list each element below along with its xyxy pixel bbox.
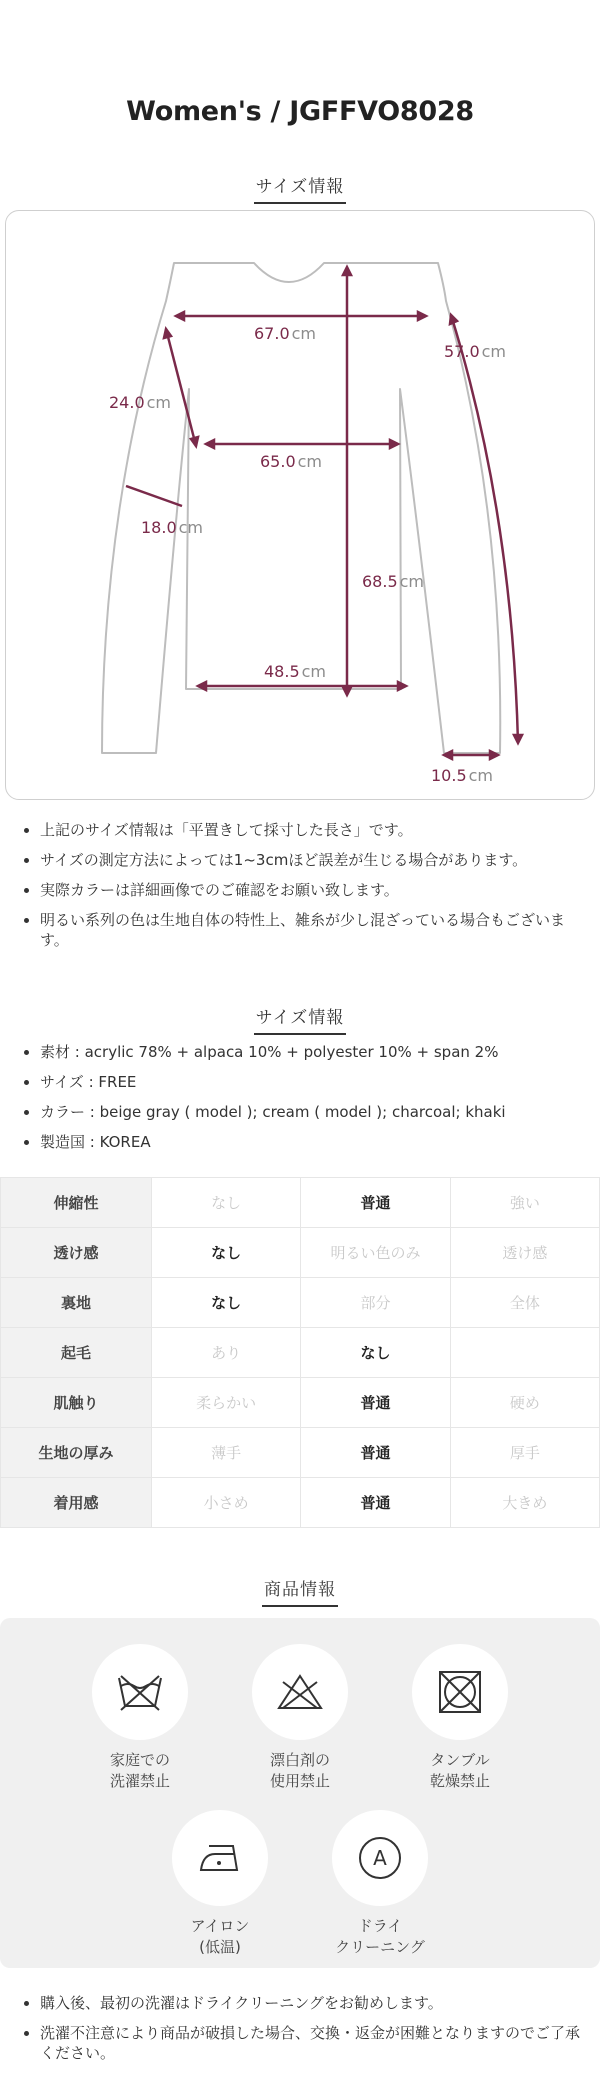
product-section-heading: [0, 1575, 600, 1607]
attribute-option-selected: なし: [301, 1328, 450, 1378]
sleeve-line: [451, 315, 518, 743]
shoulder-arrow-left: [176, 312, 184, 320]
attribute-label: 起毛: [1, 1328, 152, 1378]
attribute-option-selected: 普通: [301, 1428, 450, 1478]
care-label: タンブル 乾燥禁止: [429, 1751, 490, 1790]
attribute-option: 明るい色のみ: [301, 1228, 450, 1278]
size-notes-list: [18, 820, 580, 960]
attribute-option: 柔らかい: [152, 1378, 301, 1428]
care-instructions-panel: [0, 1618, 600, 1968]
size-section-heading: [0, 172, 600, 204]
attribute-option: 全体: [450, 1278, 599, 1328]
list-item: • 素材 : acrylic 78% + alpaca 10% + polyester 10% + span 2%: [40, 1042, 506, 1062]
attribute-option-selected: 普通: [301, 1478, 450, 1528]
attribute-label: 肌触り: [1, 1378, 152, 1428]
care-icon-circle: [172, 1810, 268, 1906]
upper-arm-label: 18.0 cm: [141, 518, 204, 537]
care-label: アイロン (低温): [190, 1917, 250, 1956]
chest-arrow-right: [390, 440, 398, 448]
armhole-arrow-top: [164, 329, 171, 338]
attribute-option: なし: [152, 1178, 301, 1228]
attribute-row: [1, 1428, 600, 1478]
material-section-title: サイズ情報: [254, 1003, 347, 1035]
care-label: ドライ クリーニング: [335, 1917, 425, 1956]
list-item: • 上記のサイズ情報は「平置きして採寸した長さ」です。: [40, 820, 580, 840]
no-bleach-icon: [275, 1672, 325, 1712]
sleeve-arrow-bottom: [514, 735, 522, 743]
garment-diagram: [6, 211, 594, 799]
list-item: • 購入後、最初の洗濯はドライクリーニングをお勧めします。: [40, 1993, 580, 2013]
length-label: 68.5 cm: [362, 572, 425, 591]
cuff-label: 10.5 cm: [431, 766, 494, 785]
attribute-option-selected: 普通: [301, 1178, 450, 1228]
attribute-row: [1, 1328, 600, 1378]
attribute-option: 硬め: [450, 1378, 599, 1428]
list-item: • 洗濯不注意により商品が破損した場合、交換・返金が困難となりますのでご了承ください。: [40, 2023, 580, 2063]
attribute-option-selected: 普通: [301, 1378, 450, 1428]
care-item-dry-clean: [315, 1810, 445, 1958]
care-notes-list: [18, 1993, 580, 2073]
attribute-option: 透け感: [450, 1228, 599, 1278]
attribute-option: 大きめ: [450, 1478, 599, 1528]
care-icon-circle: [332, 1810, 428, 1906]
attribute-option: 部分: [301, 1278, 450, 1328]
shoulder-label: 67.0 cm: [254, 324, 317, 343]
care-label: 漂白剤の 使用禁止: [269, 1751, 330, 1790]
sleeve-label: 57.0 cm: [444, 342, 507, 361]
care-item-no-bleach: [235, 1644, 365, 1792]
upper-arm-line: [126, 486, 182, 506]
hem-arrow-right: [398, 682, 406, 690]
attribute-label: 透け感: [1, 1228, 152, 1278]
care-icon-circle: [92, 1644, 188, 1740]
care-item-iron-low: [155, 1810, 285, 1958]
size-diagram: [5, 210, 595, 800]
svg-text:A: A: [373, 1846, 387, 1870]
attribute-option-selected: なし: [152, 1228, 301, 1278]
attribute-table: [0, 1177, 600, 1528]
list-item: • 明るい系列の色は生地自体の特性上、雑糸が少し混ざっている場合もございます。: [40, 910, 580, 950]
dry-clean-icon: [355, 1833, 405, 1883]
attribute-row: [1, 1478, 600, 1528]
material-section-heading: [0, 1003, 600, 1035]
armhole-arrow-bottom: [191, 437, 198, 446]
list-item: • カラー : beige gray ( model ); cream ( model ); charcoal; khaki: [40, 1102, 506, 1122]
size-section-title: サイズ情報: [254, 172, 347, 204]
list-item: • 製造国 : KOREA: [40, 1132, 506, 1152]
product-section-title: 商品情報: [262, 1575, 338, 1607]
attribute-option: 薄手: [152, 1428, 301, 1478]
care-label: 家庭での 洗濯禁止: [109, 1751, 170, 1790]
attribute-option: あり: [152, 1328, 301, 1378]
attribute-label: 着用感: [1, 1478, 152, 1528]
care-item-no-wash: [75, 1644, 205, 1792]
material-list: [18, 1042, 506, 1162]
attribute-row: [1, 1378, 600, 1428]
attribute-row: [1, 1228, 600, 1278]
care-icon-circle: [252, 1644, 348, 1740]
attribute-option: 小さめ: [152, 1478, 301, 1528]
shoulder-arrow-right: [418, 312, 426, 320]
sleeve-arrow-top: [450, 315, 457, 324]
attribute-row: [1, 1178, 600, 1228]
care-item-no-tumble-dry: [395, 1644, 525, 1792]
attribute-option: 厚手: [450, 1428, 599, 1478]
page-title: Women's / JGFFVO8028: [126, 96, 474, 127]
attribute-label: 裏地: [1, 1278, 152, 1328]
attribute-row: [1, 1278, 600, 1328]
length-arrow-top: [343, 267, 351, 275]
list-item: • サイズ : FREE: [40, 1072, 506, 1092]
list-item: • サイズの測定方法によっては1~3cmほど誤差が生じる場合があります。: [40, 850, 580, 870]
armhole-line: [166, 329, 196, 446]
armhole-label: 24.0 cm: [109, 393, 172, 412]
attribute-option: [450, 1328, 599, 1378]
attribute-label: 伸縮性: [1, 1178, 152, 1228]
chest-label: 65.0 cm: [260, 452, 323, 471]
iron-low-icon: [195, 1840, 245, 1876]
attribute-option: 強い: [450, 1178, 599, 1228]
attribute-option-selected: なし: [152, 1278, 301, 1328]
no-tumble-dry-icon: [435, 1667, 485, 1717]
chest-arrow-left: [206, 440, 214, 448]
list-item: • 実際カラーは詳細画像でのご確認をお願い致します。: [40, 880, 580, 900]
length-arrow-bottom: [343, 687, 351, 695]
hem-label: 48.5 cm: [264, 662, 327, 681]
no-wash-icon: [115, 1672, 165, 1712]
care-icon-circle: [412, 1644, 508, 1740]
attribute-label: 生地の厚み: [1, 1428, 152, 1478]
